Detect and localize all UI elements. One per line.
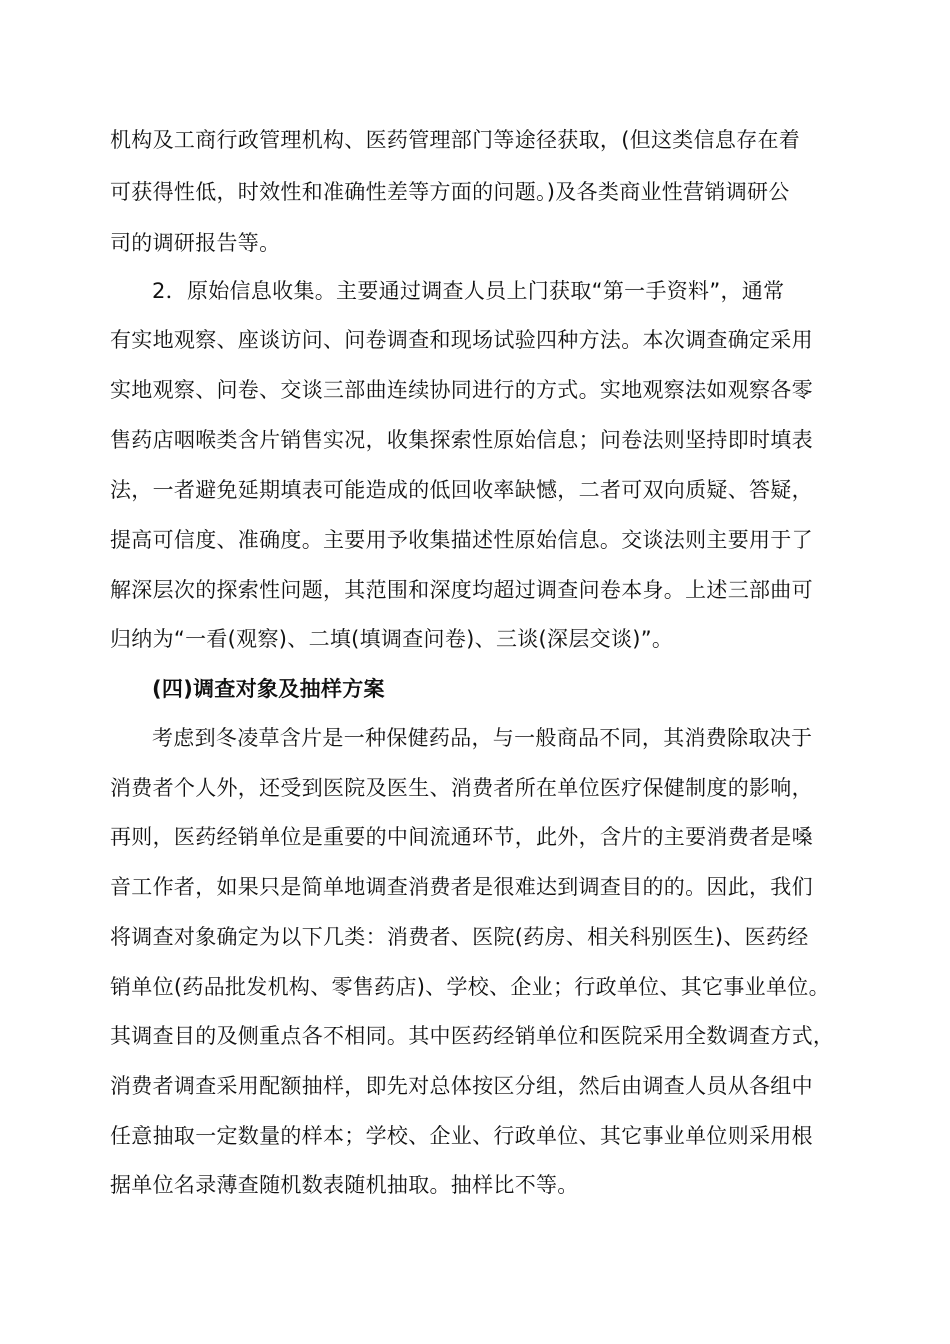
paragraph-line: 其调查目的及侧重点各不相同。其中医药经销单位和医院采用全数调查方式， bbox=[110, 1024, 835, 1048]
paragraph-line: 销单位(药品批发机构、零售药店)、学校、企业；行政单位、其它事业单位。 bbox=[110, 975, 830, 999]
paragraph-line: 再则，医药经销单位是重要的中间流通环节，此外，含片的主要消费者是嗓 bbox=[110, 825, 813, 849]
paragraph-line: 将调查对象确定为以下几类：消费者、医院(药房、相关科别医生)、医药经 bbox=[110, 925, 809, 949]
paragraph-line: 可获得性低，时效性和准确性差等方面的问题。)及各类商业性营销调研公 bbox=[110, 180, 790, 204]
paragraph-line: 解深层次的探索性问题，其范围和深度均超过调查问卷本身。上述三部曲可 bbox=[110, 578, 813, 602]
paragraph-line: 司的调研报告等。 bbox=[110, 231, 281, 255]
paragraph-line: 据单位名录薄查随机数表随机抽取。抽样比不等。 bbox=[110, 1173, 579, 1197]
section-heading: (四)调查对象及抽样方案 bbox=[152, 677, 385, 701]
paragraph-line: 提高可信度、准确度。主要用予收集描述性原始信息。交谈法则主要用于了 bbox=[110, 528, 813, 552]
paragraph-line: 2．原始信息收集。主要通过调查人员上门获取“第一手资料”，通常 bbox=[152, 279, 785, 303]
paragraph-line: 考虑到冬凌草含片是一种保健药品，与一般商品不同，其消费除取决于 bbox=[152, 726, 813, 750]
paragraph-line: 任意抽取一定数量的样本；学校、企业、行政单位、其它事业单位则采用根 bbox=[110, 1124, 813, 1148]
paragraph-line: 法，一者避免延期填表可能造成的低回收率缺憾，二者可双向质疑、答疑， bbox=[110, 478, 813, 502]
paragraph-line: 有实地观察、座谈访问、问卷调查和现场试验四种方法。本次调查确定采用 bbox=[110, 328, 813, 352]
paragraph-line: 音工作者，如果只是简单地调查消费者是很难达到调查目的的。因此，我们 bbox=[110, 875, 813, 899]
paragraph-line: 消费者个人外，还受到医院及医生、消费者所在单位医疗保健制度的影响， bbox=[110, 776, 813, 800]
paragraph-line: 归纳为“一看(观察)、二填(填调查问卷)、三谈(深层交谈)”。 bbox=[110, 627, 674, 651]
paragraph-line: 售药店咽喉类含片销售实况，收集探索性原始信息；问卷法则坚持即时填表 bbox=[110, 428, 813, 452]
paragraph-line: 实地观察、问卷、交谈三部曲连续协同进行的方式。实地观察法如观察各零 bbox=[110, 378, 813, 402]
paragraph-line: 机构及工商行政管理机构、医药管理部门等途径获取，(但这类信息存在着 bbox=[110, 128, 801, 152]
paragraph-line: 消费者调查采用配额抽样，即先对总体按区分组，然后由调查人员从各组中 bbox=[110, 1074, 813, 1098]
